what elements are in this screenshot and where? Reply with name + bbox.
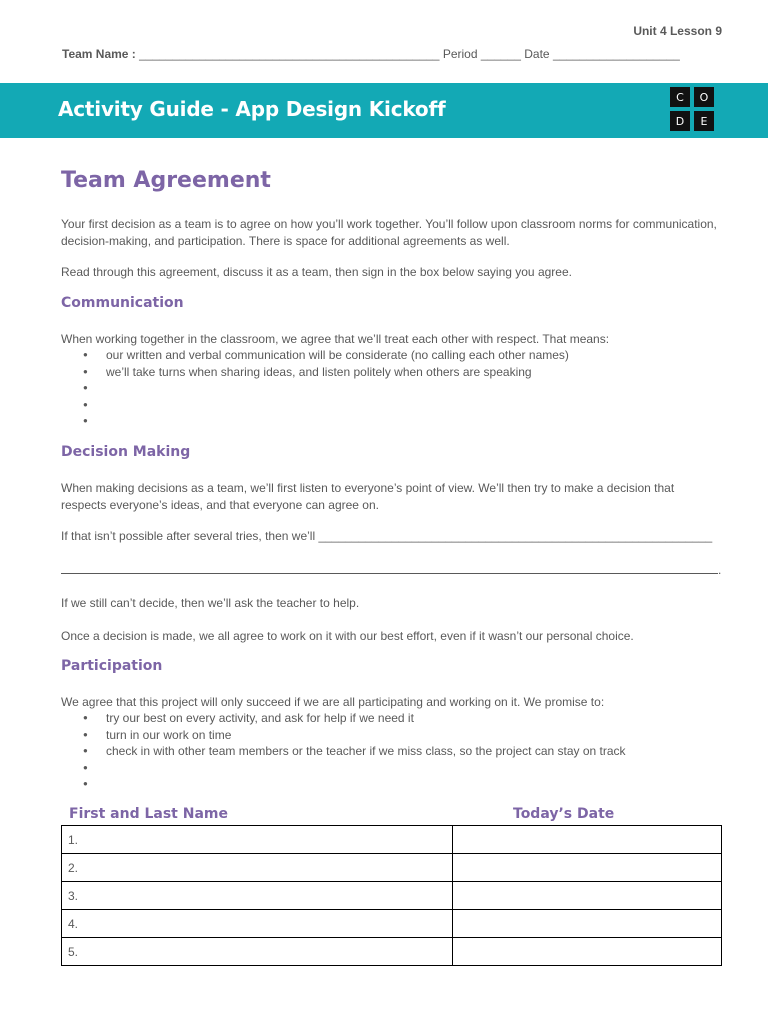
date-cell[interactable] — [453, 882, 722, 910]
list-item-blank[interactable] — [61, 776, 721, 793]
logo-letter-d: D — [670, 111, 690, 131]
participation-list — [61, 710, 721, 793]
intro-paragraph: Your first decision as a team is to agree on how you’ll work together. You’ll follow upon classroom norms for communication, decision-making, and participation. There is space for additional agreements as well. — [61, 217, 717, 248]
logo-letter-e: E — [694, 111, 714, 131]
period-label: Period — [442, 47, 478, 61]
team-info-line — [62, 47, 722, 61]
table-row — [62, 938, 722, 966]
logo-letter-c: C — [670, 87, 690, 107]
table-row — [62, 882, 722, 910]
name-cell[interactable]: 1. — [62, 826, 453, 854]
date-cell[interactable] — [453, 826, 722, 854]
date-blank[interactable]: ___________________ — [552, 47, 680, 61]
table-row — [62, 910, 722, 938]
list-item: ● we’ll take turns when sharing ideas, and listen politely when others are speaking — [61, 364, 721, 381]
team-name-label: Team Name : — [62, 47, 136, 61]
line-end-period: . — [718, 563, 722, 577]
communication-list — [61, 347, 721, 430]
decision-blank-line[interactable] — [61, 573, 718, 574]
list-item: ● try our best on every activity, and ask for help if we need it — [61, 710, 721, 727]
best-effort-paragraph: Once a decision is made, we all agree to work on it with our best effort, even if it wasn’t our personal choice. — [61, 629, 634, 643]
teacher-help-paragraph: If we still can’t decide, then we’ll ask the teacher to help. — [61, 596, 360, 610]
date-cell[interactable] — [453, 910, 722, 938]
date-cell[interactable] — [453, 938, 722, 966]
name-cell[interactable]: 3. — [62, 882, 453, 910]
signature-table — [61, 825, 722, 966]
list-item-blank[interactable] — [61, 413, 721, 430]
table-row — [62, 826, 722, 854]
participation-heading: Participation — [61, 658, 163, 674]
list-item: ● our written and verbal communication will be considerate (no calling each other names) — [61, 347, 721, 364]
date-column-header: Today’s Date — [513, 806, 615, 822]
activity-guide-title: Activity Guide - App Design Kickoff — [58, 97, 446, 121]
name-cell[interactable]: 5. — [62, 938, 453, 966]
table-row — [62, 854, 722, 882]
unit-lesson-label: Unit 4 Lesson 9 — [633, 24, 722, 38]
list-item-blank[interactable] — [61, 380, 721, 397]
date-cell[interactable] — [453, 854, 722, 882]
decision-fallback-line[interactable]: If that isn’t possible after several tries, then we’ll ___________________________________________________________ — [61, 529, 713, 543]
participation-lead: We agree that this project will only succeed if we are all participating and working on it. We promise to: — [61, 695, 605, 709]
name-cell[interactable]: 2. — [62, 854, 453, 882]
list-item: ● check in with other team members or the teacher if we miss class, so the project can stay on track — [61, 743, 721, 760]
logo-letter-o: O — [694, 87, 714, 107]
decision-paragraph: When making decisions as a team, we’ll first listen to everyone’s point of view. We’ll then try to make a decision that respects everyone’s ideas, and that everyone can agree on. — [61, 481, 675, 512]
list-item-blank[interactable] — [61, 397, 721, 414]
name-column-header: First and Last Name — [69, 806, 228, 822]
date-label: Date — [524, 47, 550, 61]
instructions-paragraph: Read through this agreement, discuss it as a team, then sign in the box below saying you agree. — [61, 265, 572, 279]
page-title: Team Agreement — [61, 168, 271, 193]
team-name-blank[interactable]: _____________________________________________ — [139, 47, 440, 61]
decision-making-heading: Decision Making — [61, 444, 191, 460]
communication-heading: Communication — [61, 295, 184, 311]
list-item: ● turn in our work on time — [61, 727, 721, 744]
communication-lead: When working together in the classroom, we agree that we’ll treat each other with respect. That means: — [61, 332, 610, 346]
period-blank[interactable]: ______ — [480, 47, 521, 61]
name-cell[interactable]: 4. — [62, 910, 453, 938]
list-item-blank[interactable] — [61, 760, 721, 777]
code-logo — [670, 87, 718, 135]
